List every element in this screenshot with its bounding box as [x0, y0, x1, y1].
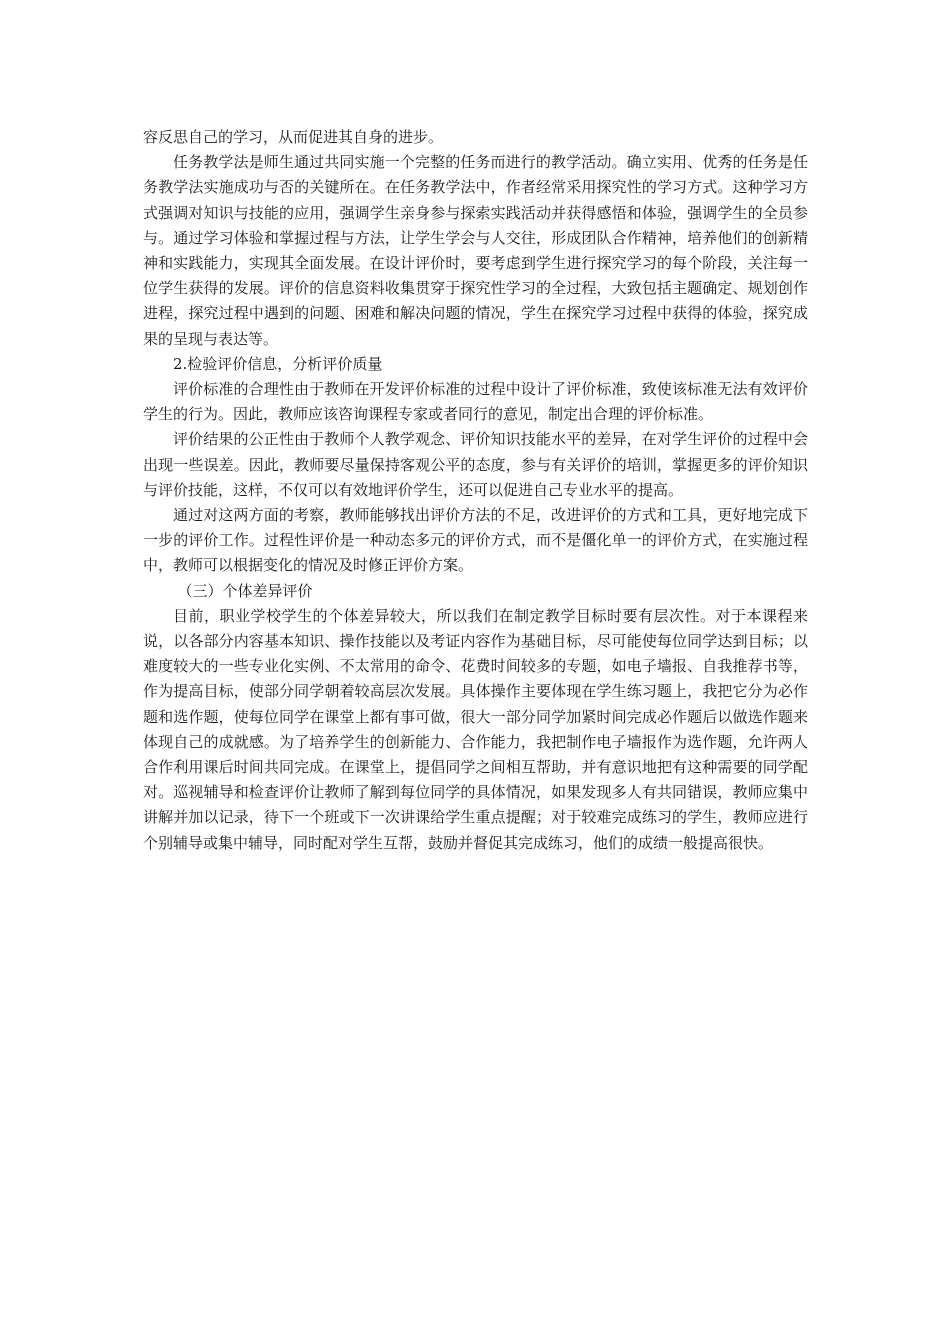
paragraph-result-fairness: 评价结果的公正性由于教师个人教学观念、评价知识技能水平的差异，在对学生评价的过程中会出现一些误差。因此，教师要尽量保持客观公平的态度，参与有关评价的培训，掌握更多的评价知识与评价技能，这样，不仅可以有效地评价学生，还可以促进自己专业水平的提高。 [143, 430, 808, 499]
section-heading-verify-evaluation: 2.检验评价信息，分析评价质量 [173, 354, 383, 373]
paragraph-standard-rationality: 评价标准的合理性由于教师在开发评价标准的过程中设计了评价标准，致使该标准无法有效评价学生的行为。因此，教师应该咨询课程专家或者同行的意见，制定出合理的评价标准。 [143, 380, 808, 424]
paragraph-continuation: 容反思自己的学习，从而促进其自身的进步。 [143, 128, 444, 146]
section-heading-individual-difference: （三）个体差异评价 [177, 581, 313, 600]
paragraph-task-teaching: 任务教学法是师生通过共同实施一个完整的任务而进行的教学活动。确立实用、优秀的任务是任务教学法实施成功与否的关键所在。在任务教学法中，作者经常采用探究性的学习方式。这种学习方式强调对知识与技能的应用，强调学生亲身参与探索实践活动并获得感悟和体验，强调学生的全员参与。通过学习体验和掌握过程与方法，让学生学会与人交往，形成团队合作精神，培养他们的创新精神和实践能力，实现其全面发展。在设计评价时，要考虑到学生进行探究学习的每个阶段，关注每一位学生获得的发展。评价的信息资料收集贯穿于探究性学习的全过程，大致包括主题确定、规划创作进程，探究过程中遇到的问题、困难和解决问题的情况，学生在探究学习过程中获得的体验，探究成果的呈现与表达等。 [143, 153, 808, 348]
paragraph-individual-difference: 目前，职业学校学生的个体差异较大，所以我们在制定教学目标时要有层次性。对于本课程来说，以各部分内容基本知识、操作技能以及考证内容作为基础目标，尽可能使每位同学达到目标；以难度较大的一些专业化实例、不太常用的命令、花费时间较多的专题，如电子墙报、自我推荐书等，作为提高目标，使部分同学朝着较高层次发展。具体操作主要体现在学生练习题上，我把它分为必作题和选作题，使每位同学在课堂上都有事可做，很大一部分同学加紧时间完成必作题后以做选作题来体现自己的成就感。为了培养学生的创新能力、合作能力，我把制作电子墙报作为选作题，允许两人合作利用课后时间共同完成。在课堂上，提倡同学之间相互帮助，并有意识地把有这种需要的同学配对。巡视辅导和检查评价让教师了解到每位同学的具体情况，如果发现多人有共同错误，教师应集中讲解并加以记录，待下一个班或下一次讲课给学生重点提醒；对于较难完成练习的学生，教师应进行个别辅导或集中辅导，同时配对学生互帮，鼓励并督促其完成练习，他们的成绩一般提高很快。 [143, 606, 808, 852]
paragraph-review-summary: 通过对这两方面的考察，教师能够找出评价方法的不足，改进评价的方式和工具，更好地完成下一步的评价工作。过程性评价是一种动态多元的评价方式，而不是僵化单一的评价方式，在实施过程中，教师可以根据变化的情况及时修正评价方案。 [143, 506, 808, 575]
document-body [143, 125, 808, 856]
